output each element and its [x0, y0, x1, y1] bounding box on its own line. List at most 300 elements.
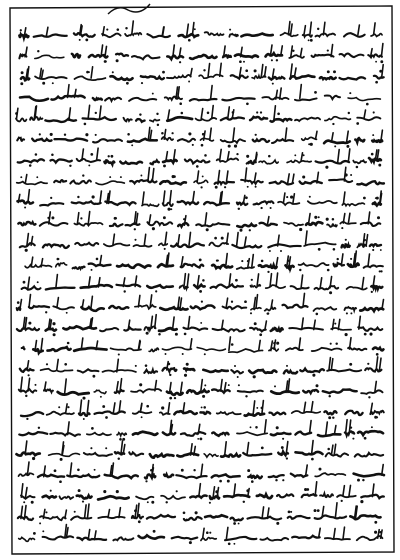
ink-dot	[245, 69, 248, 72]
ink-stroke	[261, 65, 263, 77]
ink-stroke	[46, 27, 48, 36]
ink-dot	[155, 290, 157, 292]
ink-stroke	[343, 486, 345, 496]
ink-dot	[47, 217, 49, 219]
ink-stroke	[212, 474, 240, 477]
ink-dot	[244, 300, 247, 303]
ink-dot	[53, 333, 56, 336]
ink-dot	[77, 196, 79, 198]
ink-dot	[146, 332, 149, 335]
ink-stroke	[181, 257, 183, 266]
ink-dot	[380, 249, 382, 251]
ink-stroke	[144, 326, 155, 329]
ink-stroke	[163, 433, 175, 436]
ink-stroke	[152, 169, 154, 182]
ink-dot	[233, 522, 236, 525]
ink-stroke	[117, 433, 126, 436]
ink-stroke	[40, 222, 68, 226]
ink-dot	[367, 363, 369, 365]
ink-stroke	[291, 46, 293, 57]
ink-stroke	[132, 55, 159, 59]
ink-stroke	[27, 361, 29, 371]
ink-dot	[15, 112, 18, 115]
ink-dot	[243, 61, 245, 63]
ink-dot	[104, 60, 107, 63]
ink-stroke	[291, 64, 293, 77]
ink-stroke	[93, 98, 102, 100]
ink-dot	[52, 82, 54, 84]
ink-stroke	[164, 475, 173, 477]
ink-dot	[374, 521, 377, 524]
ink-stroke	[189, 232, 191, 245]
ink-stroke	[301, 153, 303, 162]
ink-stroke	[248, 517, 282, 520]
ink-dot	[114, 217, 117, 220]
ink-dot	[51, 154, 54, 157]
ink-dot	[317, 509, 320, 512]
ink-dot	[246, 489, 249, 492]
ink-dot	[303, 154, 305, 156]
ink-stroke	[113, 234, 115, 245]
ink-stroke	[98, 517, 124, 518]
ink-dot	[380, 60, 383, 63]
ink-stroke	[163, 160, 176, 162]
ink-dot	[240, 229, 243, 232]
ink-stroke	[105, 46, 107, 56]
ink-dot	[221, 237, 224, 240]
ink-dot	[256, 111, 258, 113]
ink-dot	[116, 59, 119, 62]
ink-dot	[346, 312, 348, 314]
ink-dot	[202, 133, 205, 136]
ink-stroke	[212, 106, 214, 119]
ink-stroke	[123, 445, 125, 454]
ink-stroke	[292, 536, 319, 538]
ink-stroke	[259, 340, 261, 350]
ink-stroke	[70, 180, 91, 183]
ink-stroke	[151, 161, 159, 165]
ink-dot	[235, 279, 238, 282]
ink-dot	[237, 376, 239, 378]
ink-stroke	[224, 495, 249, 497]
ink-stroke	[252, 255, 254, 268]
ink-stroke	[331, 445, 333, 455]
ink-stroke	[84, 453, 112, 456]
ink-dot	[228, 145, 231, 148]
ink-stroke	[147, 222, 172, 226]
ink-dot	[82, 501, 84, 503]
ink-stroke	[98, 496, 128, 499]
ink-stroke	[345, 307, 357, 310]
ink-stroke	[348, 98, 380, 101]
ink-stroke	[187, 390, 208, 394]
ink-dot	[247, 260, 249, 262]
ink-stroke	[199, 484, 201, 496]
ink-stroke	[361, 390, 382, 394]
ink-dot	[151, 501, 154, 504]
ink-stroke	[148, 168, 150, 182]
manuscript-line	[15, 105, 380, 126]
ink-stroke	[348, 348, 366, 351]
ink-dot	[372, 249, 374, 251]
ink-stroke	[185, 160, 210, 164]
ink-stroke	[142, 204, 159, 206]
ink-dot	[126, 82, 129, 85]
ink-dot	[69, 165, 71, 167]
ink-stroke	[105, 98, 121, 101]
ink-dot	[275, 479, 277, 481]
ink-stroke	[208, 64, 210, 77]
ink-stroke	[270, 274, 272, 287]
ink-dot	[368, 396, 370, 398]
ink-stroke	[27, 234, 29, 246]
ink-stroke	[204, 454, 218, 457]
ink-stroke	[237, 203, 247, 206]
ink-stroke	[248, 259, 250, 267]
ink-stroke	[147, 515, 175, 519]
ink-stroke	[110, 224, 123, 227]
ink-stroke	[310, 22, 312, 35]
ink-stroke	[327, 224, 337, 227]
ink-stroke	[270, 413, 286, 415]
ink-stroke	[304, 26, 306, 36]
ink-dot	[145, 364, 148, 367]
ink-dot	[238, 523, 240, 525]
ink-stroke	[162, 137, 173, 140]
ink-stroke	[296, 452, 323, 455]
ink-stroke	[80, 400, 82, 414]
ink-dot	[363, 197, 366, 200]
ink-dot	[119, 438, 122, 441]
ink-dot	[337, 258, 339, 260]
ink-stroke	[212, 433, 228, 436]
ink-dot	[316, 313, 319, 316]
ink-dot	[267, 312, 269, 314]
ink-stroke	[178, 223, 188, 226]
ink-stroke	[265, 67, 267, 77]
ink-stroke	[117, 285, 141, 287]
ink-stroke	[159, 328, 176, 331]
ink-stroke	[18, 201, 33, 204]
ink-dot	[253, 375, 256, 378]
ink-stroke	[310, 421, 312, 433]
ink-stroke	[209, 243, 228, 247]
ink-stroke	[190, 55, 216, 59]
ink-stroke	[17, 138, 24, 141]
ink-stroke	[108, 510, 110, 518]
ink-stroke	[226, 171, 228, 182]
ink-dot	[105, 447, 107, 449]
manuscript-line	[17, 167, 384, 188]
ink-dot	[204, 353, 206, 355]
ink-dot	[125, 27, 127, 29]
ink-dot	[276, 426, 279, 429]
ink-stroke	[194, 180, 208, 183]
ink-stroke	[334, 444, 336, 455]
ink-stroke	[272, 139, 293, 143]
ink-dot	[356, 166, 359, 169]
ink-stroke	[133, 432, 157, 435]
ink-dot	[169, 397, 172, 400]
ink-dot	[82, 174, 84, 176]
ink-dot	[350, 312, 352, 314]
ink-stroke	[38, 475, 64, 477]
ink-dot	[90, 447, 92, 449]
ink-stroke	[56, 263, 67, 267]
ink-stroke	[345, 411, 362, 415]
ink-dot	[135, 365, 137, 367]
ink-stroke	[117, 382, 119, 391]
ink-stroke	[191, 69, 193, 77]
ink-dot	[33, 532, 36, 535]
ink-dot	[120, 176, 122, 178]
ink-stroke	[60, 496, 74, 499]
ink-dot	[25, 249, 28, 252]
ink-stroke	[162, 347, 191, 350]
ink-stroke	[26, 488, 28, 498]
ink-stroke	[28, 462, 30, 475]
ink-dot	[20, 176, 22, 178]
ink-dot	[299, 228, 302, 231]
ink-stroke	[368, 254, 370, 266]
ink-stroke	[100, 328, 118, 331]
ink-stroke	[129, 98, 156, 101]
ink-stroke	[340, 77, 366, 79]
ink-dot	[157, 124, 159, 126]
ink-stroke	[293, 194, 295, 203]
ink-dot	[312, 374, 315, 377]
ink-stroke	[324, 141, 350, 144]
ink-dot	[251, 279, 253, 281]
ink-stroke	[315, 286, 339, 289]
ink-dot	[141, 416, 143, 418]
ink-stroke	[331, 359, 333, 371]
ink-stroke	[66, 404, 68, 413]
ink-dot	[229, 29, 231, 31]
ink-dot	[254, 322, 257, 325]
ink-dot	[349, 363, 352, 366]
ink-stroke	[249, 370, 276, 373]
ink-dot	[254, 69, 257, 72]
ink-dot	[233, 543, 235, 545]
ink-dot	[243, 501, 245, 503]
ink-stroke	[159, 243, 167, 245]
ink-stroke	[299, 338, 301, 350]
manuscript-line	[19, 21, 382, 42]
ink-stroke	[43, 244, 69, 248]
ink-stroke	[286, 442, 288, 454]
ink-stroke	[21, 412, 43, 416]
ink-stroke	[205, 515, 227, 517]
ink-stroke	[17, 182, 47, 185]
ink-stroke	[77, 496, 92, 499]
ink-dot	[346, 145, 349, 148]
ink-stroke	[65, 379, 67, 393]
ink-dot	[117, 28, 120, 31]
ink-stroke	[184, 274, 186, 288]
ink-stroke	[225, 537, 256, 540]
ink-dot	[255, 426, 258, 429]
ink-stroke	[192, 23, 194, 36]
ink-stroke	[274, 106, 276, 120]
ink-stroke	[18, 159, 44, 162]
marginal-note	[108, 4, 150, 14]
ink-dot	[260, 207, 262, 209]
ink-stroke	[144, 234, 146, 246]
ink-dot	[201, 144, 204, 147]
ink-dot	[234, 365, 236, 367]
ink-dot	[286, 457, 288, 459]
ink-stroke	[266, 53, 282, 56]
ink-dot	[255, 134, 257, 136]
ink-stroke	[17, 328, 39, 331]
ink-stroke	[167, 75, 191, 78]
ink-stroke	[81, 307, 103, 311]
ink-dot	[85, 39, 88, 42]
ink-stroke	[87, 433, 111, 435]
ink-stroke	[295, 68, 297, 77]
ink-dot	[59, 480, 62, 483]
ink-stroke	[254, 298, 256, 309]
ink-dot	[327, 70, 330, 73]
ink-stroke	[277, 494, 293, 497]
ink-dot	[112, 71, 114, 73]
ink-dot	[95, 134, 97, 136]
ink-stroke	[291, 24, 293, 35]
ink-dot	[276, 342, 279, 345]
ink-stroke	[318, 434, 340, 436]
ink-stroke	[348, 213, 350, 223]
ink-stroke	[360, 308, 383, 311]
manuscript-line	[19, 525, 383, 546]
ink-stroke	[381, 44, 383, 57]
ink-stroke	[170, 191, 172, 205]
ink-stroke	[72, 54, 80, 58]
ink-stroke	[28, 190, 30, 203]
ink-stroke	[75, 76, 106, 80]
ink-dot	[319, 468, 322, 471]
ink-stroke	[278, 202, 299, 205]
ink-dot	[42, 82, 45, 85]
ink-stroke	[131, 389, 161, 392]
ink-dot	[153, 530, 156, 533]
ink-dot	[261, 447, 264, 450]
manuscript-line	[17, 293, 384, 315]
ink-stroke	[295, 98, 317, 100]
ink-dot	[162, 71, 165, 74]
ink-dot	[250, 426, 252, 428]
ink-stroke	[129, 452, 143, 455]
manuscript-line	[22, 337, 384, 356]
ink-dot	[84, 123, 87, 126]
ink-stroke	[193, 192, 195, 203]
ink-dot	[83, 418, 85, 420]
ink-stroke	[120, 162, 142, 164]
ink-stroke	[126, 223, 140, 226]
ink-stroke	[342, 244, 350, 247]
ink-stroke	[35, 55, 64, 58]
ink-dot	[376, 353, 379, 356]
ink-stroke	[357, 244, 366, 247]
ink-dot	[348, 112, 350, 114]
ink-dot	[184, 333, 187, 336]
ink-stroke	[19, 473, 34, 476]
ink-stroke	[357, 181, 383, 185]
ink-dot	[227, 480, 230, 483]
manuscript-line	[20, 231, 382, 252]
ink-stroke	[254, 201, 274, 204]
ink-stroke	[250, 285, 260, 288]
ink-stroke	[288, 174, 290, 183]
ink-dot	[251, 480, 254, 483]
ink-stroke	[70, 463, 72, 476]
ink-stroke	[132, 21, 134, 34]
ink-dot	[317, 28, 319, 30]
ink-stroke	[304, 402, 306, 412]
ink-dot	[314, 216, 317, 219]
ink-dot	[215, 490, 218, 493]
ink-stroke	[16, 118, 26, 121]
ink-dot	[123, 290, 125, 292]
ink-dot	[91, 427, 94, 430]
manuscript-line	[20, 85, 380, 106]
ink-dot	[249, 229, 251, 231]
ink-stroke	[103, 370, 136, 372]
ink-dot	[78, 489, 81, 492]
ink-stroke	[353, 161, 366, 164]
ink-stroke	[241, 34, 272, 37]
ink-stroke	[178, 139, 195, 142]
ink-dot	[66, 312, 68, 314]
ink-dot	[369, 333, 372, 336]
ink-stroke	[286, 348, 303, 351]
ink-stroke	[163, 368, 177, 372]
ink-stroke	[269, 77, 285, 80]
ink-dot	[96, 258, 99, 261]
ink-dot	[314, 509, 317, 512]
ink-stroke	[22, 286, 41, 289]
ink-stroke	[237, 233, 239, 246]
ink-dot	[54, 469, 57, 472]
ink-stroke	[303, 293, 305, 306]
ink-stroke	[284, 223, 303, 226]
ink-dot	[328, 395, 330, 397]
ink-stroke	[95, 411, 125, 413]
ink-stroke	[173, 317, 175, 329]
ink-dot	[77, 469, 80, 472]
ink-stroke	[374, 23, 376, 35]
ink-stroke	[29, 295, 31, 308]
ink-dot	[202, 395, 205, 398]
ink-stroke	[281, 46, 283, 55]
ink-stroke	[309, 214, 311, 224]
ink-stroke	[201, 380, 203, 392]
ink-dot	[139, 383, 142, 386]
ink-stroke	[366, 235, 368, 246]
ink-dot	[57, 258, 60, 261]
ink-dot	[106, 29, 108, 31]
ink-stroke	[323, 390, 357, 394]
ink-stroke	[49, 453, 80, 456]
ink-stroke	[155, 315, 157, 329]
ink-stroke	[165, 232, 167, 244]
ink-stroke	[88, 212, 90, 225]
ink-dot	[116, 490, 119, 493]
ink-stroke	[292, 411, 321, 413]
ink-stroke	[220, 149, 222, 160]
ink-dot	[20, 29, 22, 31]
ink-dot	[327, 50, 329, 52]
